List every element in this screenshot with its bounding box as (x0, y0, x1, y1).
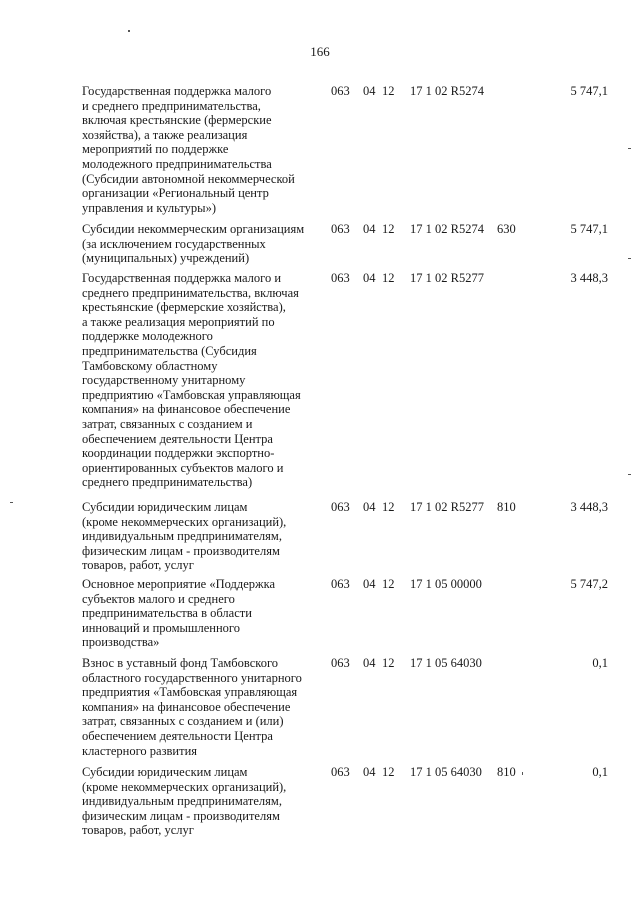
row-razdel: 04 (363, 656, 376, 670)
row-sum: 5 747,2 (570, 577, 608, 591)
row-razdel: 04 (363, 765, 376, 779)
row-vr: 810 (497, 500, 516, 514)
row-sum: 3 448,3 (570, 500, 608, 514)
row-description: Субсидии юридическим лицам (кроме некоммерческих организаций), индивидуальным предпринимателям, физическим лицам - производителям товаров, работ, услуг (82, 500, 287, 573)
row-sum: 5 747,1 (570, 222, 608, 236)
row-podrazdel: 12 (382, 222, 395, 236)
scan-speck (128, 30, 130, 32)
row-vr: 630 (497, 222, 516, 236)
row-sum: 5 747,1 (570, 84, 608, 98)
row-razdel: 04 (363, 222, 376, 236)
row-podrazdel: 12 (382, 84, 395, 98)
row-podrazdel: 12 (382, 656, 395, 670)
row-sum: 3 448,3 (570, 271, 608, 285)
row-description: Субсидии некоммерческим организациям (за исключением государственных (муниципальных) учреждений) (82, 222, 305, 266)
scan-speck (628, 148, 631, 149)
row-razdel: 04 (363, 271, 376, 285)
row-csr: 17 1 02 R5274 (410, 222, 484, 236)
row-csr: 17 1 05 64030 (410, 656, 482, 670)
row-ved: 063 (331, 765, 350, 779)
row-razdel: 04 (363, 500, 376, 514)
scan-speck (628, 474, 631, 475)
row-csr: 17 1 05 64030 (410, 765, 482, 779)
row-ved: 063 (331, 577, 350, 591)
row-ved: 063 (331, 84, 350, 98)
row-ved: 063 (331, 500, 350, 514)
row-csr: 17 1 02 R5277 (410, 500, 484, 514)
row-podrazdel: 12 (382, 500, 395, 514)
row-podrazdel: 12 (382, 577, 395, 591)
row-ved: 063 (331, 271, 350, 285)
row-razdel: 04 (363, 84, 376, 98)
page-number: 166 (310, 44, 330, 59)
row-razdel: 04 (363, 577, 376, 591)
row-csr: 17 1 02 R5277 (410, 271, 484, 285)
scan-speck (628, 258, 631, 259)
row-description: Взнос в уставный фонд Тамбовского областного государственного унитарного предприятия «Тамбовская управляющая компания» на финансовое обеспечение затрат, связанных с созданием и (или) обеспечением деятельности Центра кластерного развития (82, 656, 302, 758)
row-podrazdel: 12 (382, 765, 395, 779)
row-csr: 17 1 02 R5274 (410, 84, 484, 98)
row-ved: 063 (331, 656, 350, 670)
row-podrazdel: 12 (382, 271, 395, 285)
row-ved: 063 (331, 222, 350, 236)
row-description: Государственная поддержка малого и среднего предпринимательства, включая крестьянские (фермерские хозяйства), а также реализация мероприятий по поддержке молодежного предпринимательства (Субсидия Тамбовскому областному государственному унитарному предприятию «Тамбовская управляющая компания» на финансовое обеспечение затрат, связанных с созданием и обеспечением деятельности Центра координации поддержки экспортно- ориентированных субъектов малого и среднего предпринимательства) (82, 271, 301, 490)
row-description: Основное мероприятие «Поддержка субъектов малого и среднего предпринимательства в области инноваций и промышленного производства» (82, 577, 276, 650)
scan-speck (10, 502, 13, 503)
row-vr: 810 (497, 765, 516, 779)
scan-speck (522, 772, 523, 775)
row-csr: 17 1 05 00000 (410, 577, 482, 591)
row-description: Субсидии юридическим лицам (кроме некоммерческих организаций), индивидуальным предпринимателям, физическим лицам - производителям товаров, работ, услуг (82, 765, 287, 838)
row-sum: 0,1 (592, 765, 608, 779)
row-sum: 0,1 (592, 656, 608, 670)
row-description: Государственная поддержка малого и среднего предпринимательства, включая крестьянские (фермерские хозяйства), а также реализация мероприятий по поддержке молодежного предпринимательства (Субсидии автономной некоммерческой организации «Региональный центр управления и культуры») (82, 84, 295, 215)
